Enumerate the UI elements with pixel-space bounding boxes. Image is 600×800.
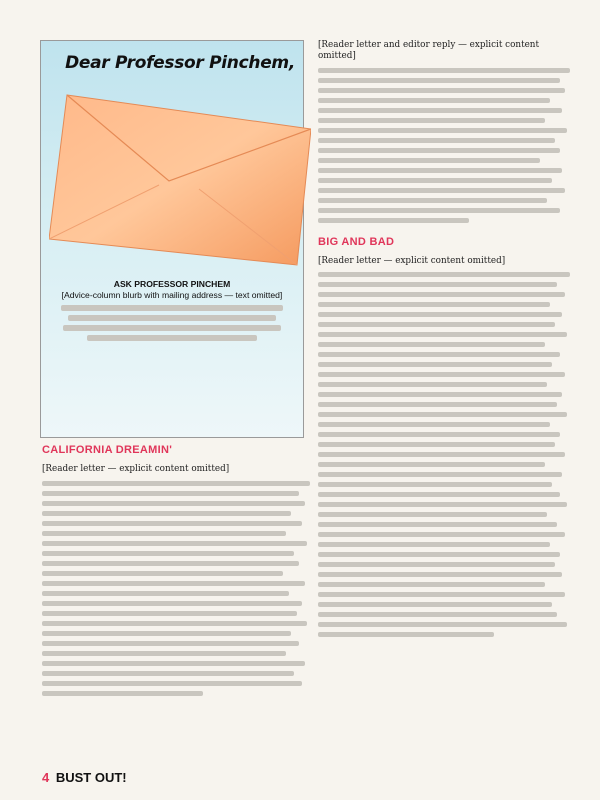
feature-caption: [51, 279, 293, 345]
text-placeholder: [318, 322, 555, 327]
text-placeholder: [318, 118, 545, 123]
section-note: [Reader letter and editor reply — explicit content omitted]: [318, 40, 540, 62]
text-placeholder: [42, 581, 305, 586]
section-note: [Reader letter — explicit content omitted]: [42, 464, 230, 475]
text-placeholder: [318, 562, 555, 567]
text-placeholder: [318, 412, 567, 417]
text-placeholder: [318, 272, 570, 277]
text-placeholder: [318, 68, 570, 73]
text-placeholder: [42, 501, 305, 506]
text-placeholder: [318, 98, 550, 103]
text-placeholder: [318, 482, 552, 487]
text-placeholder: [61, 305, 284, 311]
text-placeholder: [42, 641, 299, 646]
text-placeholder: [318, 312, 562, 317]
page-number: 4: [42, 770, 50, 785]
letter-section: [318, 237, 570, 638]
right-column: [318, 40, 570, 645]
text-placeholder: [42, 611, 297, 616]
text-placeholder: [318, 602, 552, 607]
text-placeholder: [63, 325, 281, 331]
text-placeholder: [318, 158, 540, 163]
text-placeholder: [42, 621, 307, 626]
text-placeholder: [42, 531, 286, 536]
caption-note: [Advice-column blurb with mailing address — text omitted]: [61, 290, 283, 301]
text-placeholder: [68, 315, 276, 321]
text-placeholder: [318, 492, 560, 497]
text-placeholder: [318, 452, 565, 457]
text-placeholder: [42, 561, 299, 566]
text-placeholder: [318, 622, 567, 627]
text-placeholder: [318, 188, 565, 193]
text-placeholder: [318, 138, 555, 143]
text-placeholder: [42, 651, 286, 656]
text-placeholder: [42, 541, 307, 546]
text-placeholder: [42, 551, 294, 556]
text-placeholder: [318, 542, 550, 547]
text-placeholder: [318, 402, 557, 407]
caption-heading: ASK PROFESSOR PINCHEM: [113, 279, 231, 289]
text-placeholder: [318, 88, 565, 93]
text-placeholder: [318, 292, 565, 297]
text-placeholder: [318, 372, 565, 377]
text-placeholder: [318, 422, 550, 427]
text-placeholder: [318, 512, 547, 517]
text-placeholder: [318, 282, 557, 287]
text-placeholder: [318, 442, 555, 447]
text-placeholder: [42, 691, 203, 696]
page-footer: [42, 770, 127, 785]
left-column: [42, 445, 310, 704]
text-placeholder: [318, 302, 550, 307]
text-placeholder: [87, 335, 256, 341]
letter-section: [42, 445, 310, 696]
publication-name: BUST OUT!: [55, 770, 127, 785]
text-placeholder: [318, 128, 567, 133]
text-placeholder: [318, 612, 557, 617]
section-heading: BIG AND BAD: [318, 235, 395, 248]
text-placeholder: [42, 481, 310, 486]
text-placeholder: [318, 432, 560, 437]
text-placeholder: [42, 631, 291, 636]
text-placeholder: [42, 661, 305, 666]
text-placeholder: [318, 178, 552, 183]
section-note: [Reader letter — explicit content omitted]: [318, 255, 506, 266]
text-placeholder: [318, 342, 545, 347]
text-placeholder: [42, 521, 302, 526]
text-placeholder: [42, 681, 302, 686]
text-placeholder: [318, 168, 562, 173]
text-placeholder: [318, 582, 545, 587]
text-placeholder: [318, 552, 560, 557]
text-placeholder: [318, 332, 567, 337]
text-placeholder: [318, 472, 562, 477]
text-placeholder: [318, 392, 562, 397]
text-placeholder: [42, 591, 289, 596]
text-placeholder: [318, 362, 552, 367]
text-placeholder: [318, 208, 560, 213]
text-placeholder: [318, 502, 567, 507]
letter-section: [318, 40, 570, 223]
text-placeholder: [318, 592, 565, 597]
text-placeholder: [42, 671, 294, 676]
text-placeholder: [318, 532, 565, 537]
envelope-illustration: [49, 89, 311, 269]
text-placeholder: [318, 108, 562, 113]
text-placeholder: [42, 511, 291, 516]
text-placeholder: [318, 632, 494, 637]
text-placeholder: [318, 462, 545, 467]
text-placeholder: [318, 218, 469, 223]
text-placeholder: [42, 571, 283, 576]
text-placeholder: [42, 491, 299, 496]
feature-title: Dear Professor Pinchem,: [65, 53, 295, 73]
text-placeholder: [318, 572, 562, 577]
text-placeholder: [318, 148, 560, 153]
feature-box: [40, 40, 304, 438]
text-placeholder: [318, 78, 560, 83]
section-heading: CALIFORNIA DREAMIN': [42, 444, 173, 456]
text-placeholder: [318, 352, 560, 357]
text-placeholder: [42, 601, 302, 606]
text-placeholder: [318, 522, 557, 527]
text-placeholder: [318, 198, 547, 203]
text-placeholder: [318, 382, 547, 387]
